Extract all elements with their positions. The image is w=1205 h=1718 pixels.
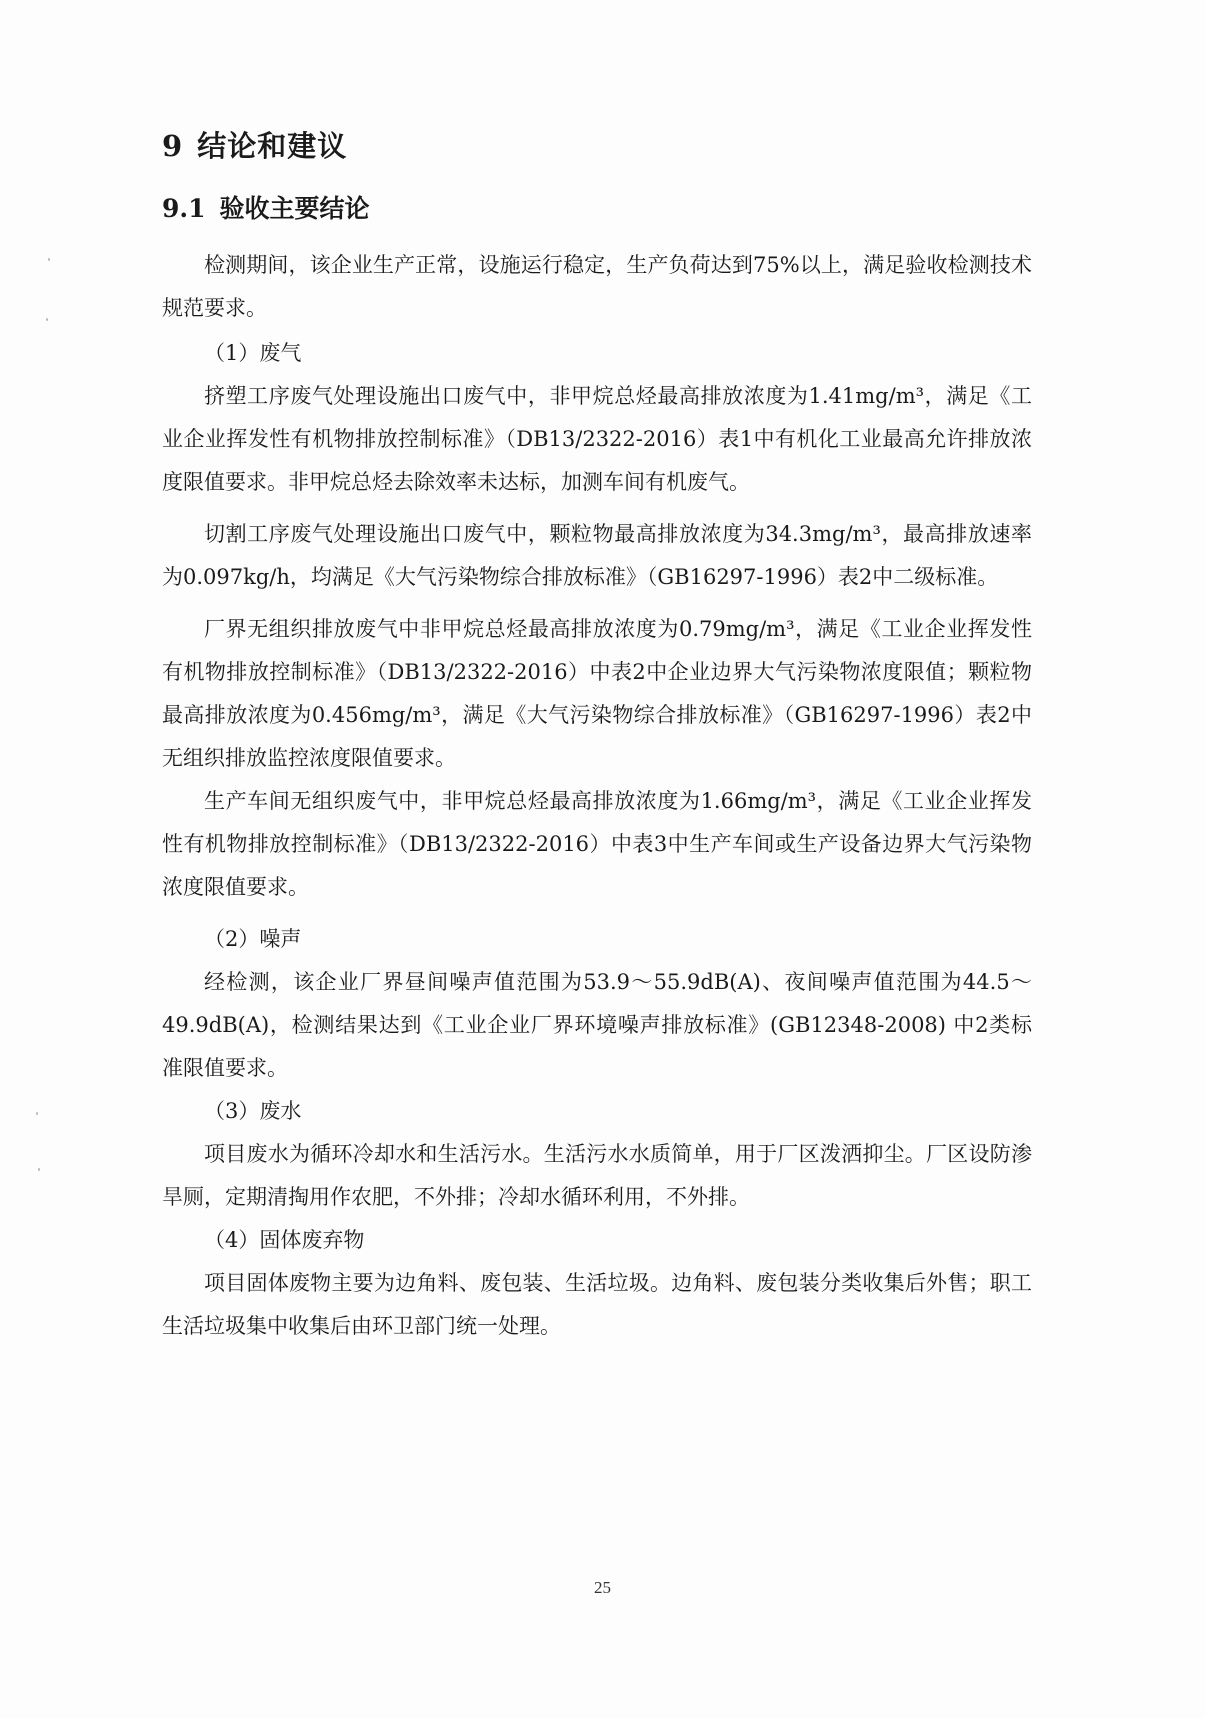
noise-paragraph: 经检测，该企业厂界昼间噪声值范围为53.9～55.9dB(A)、夜间噪声值范围为44.5～49.9dB(A)，检测结果达到《工业企业厂界环境噪声排放标准》(GB12348-2008) 中2类标准限值要求。 <box>162 970 1032 1080</box>
scan-speck <box>36 1112 38 1115</box>
waste-water-title: （3）废水 <box>204 1099 302 1123</box>
waste-gas-paragraph-3: 厂界无组织排放废气中非甲烷总烃最高排放浓度为0.79mg/m³，满足《工业企业挥发性有机物排放控制标准》（DB13/2322-2016）中表2中企业边界大气污染物浓度限值；颗粒物最高排放浓度为0.456mg/m³，满足《大气污染物综合排放标准》（GB16297-1996）表2中无组织排放监控浓度限值要求。 <box>162 617 1032 770</box>
subsection-title: 验收主要结论 <box>219 194 370 223</box>
noise-title: （2）噪声 <box>204 927 302 951</box>
subsection-number: 9.1 <box>162 194 206 223</box>
waste-gas-title: （1）废气 <box>204 341 302 365</box>
document-body <box>162 118 1032 1348</box>
intro-paragraph: 检测期间，该企业生产正常，设施运行稳定，生产负荷达到75%以上，满足验收检测技术规范要求。 <box>162 253 1032 320</box>
scan-speck <box>48 258 50 261</box>
waste-water-paragraph: 项目废水为循环冷却水和生活污水。生活污水水质简单，用于厂区泼洒抑尘。厂区设防渗旱厕，定期清掏用作农肥，不外排；冷却水循环利用，不外排。 <box>162 1142 1032 1209</box>
section-title: 结论和建议 <box>197 129 348 163</box>
page-number: 25 <box>594 1578 611 1597</box>
section-heading <box>162 118 1032 174</box>
solid-waste-paragraph: 项目固体废物主要为边角料、废包装、生活垃圾。边角料、废包装分类收集后外售；职工生活垃圾集中收集后由环卫部门统一处理。 <box>162 1271 1032 1338</box>
subsection-heading <box>162 186 1032 232</box>
solid-waste-title: （4）固体废弃物 <box>204 1228 365 1252</box>
waste-gas-paragraph-1: 挤塑工序废气处理设施出口废气中，非甲烷总烃最高排放浓度为1.41mg/m³，满足《工业企业挥发性有机物排放控制标准》（DB13/2322-2016）表1中有机化工业最高允许排放浓度限值要求。非甲烷总烃去除效率未达标，加测车间有机废气。 <box>162 384 1032 494</box>
scan-speck <box>46 318 48 321</box>
waste-gas-paragraph-2: 切割工序废气处理设施出口废气中，颗粒物最高排放浓度为34.3mg/m³，最高排放速率为0.097kg/h，均满足《大气污染物综合排放标准》（GB16297-1996）表2中二级标准。 <box>162 522 1032 589</box>
section-number: 9 <box>162 129 184 163</box>
waste-gas-paragraph-4: 生产车间无组织废气中，非甲烷总烃最高排放浓度为1.66mg/m³，满足《工业企业挥发性有机物排放控制标准》（DB13/2322-2016）中表3中生产车间或生产设备边界大气污染物浓度限值要求。 <box>162 789 1032 899</box>
scan-speck <box>38 1168 40 1171</box>
